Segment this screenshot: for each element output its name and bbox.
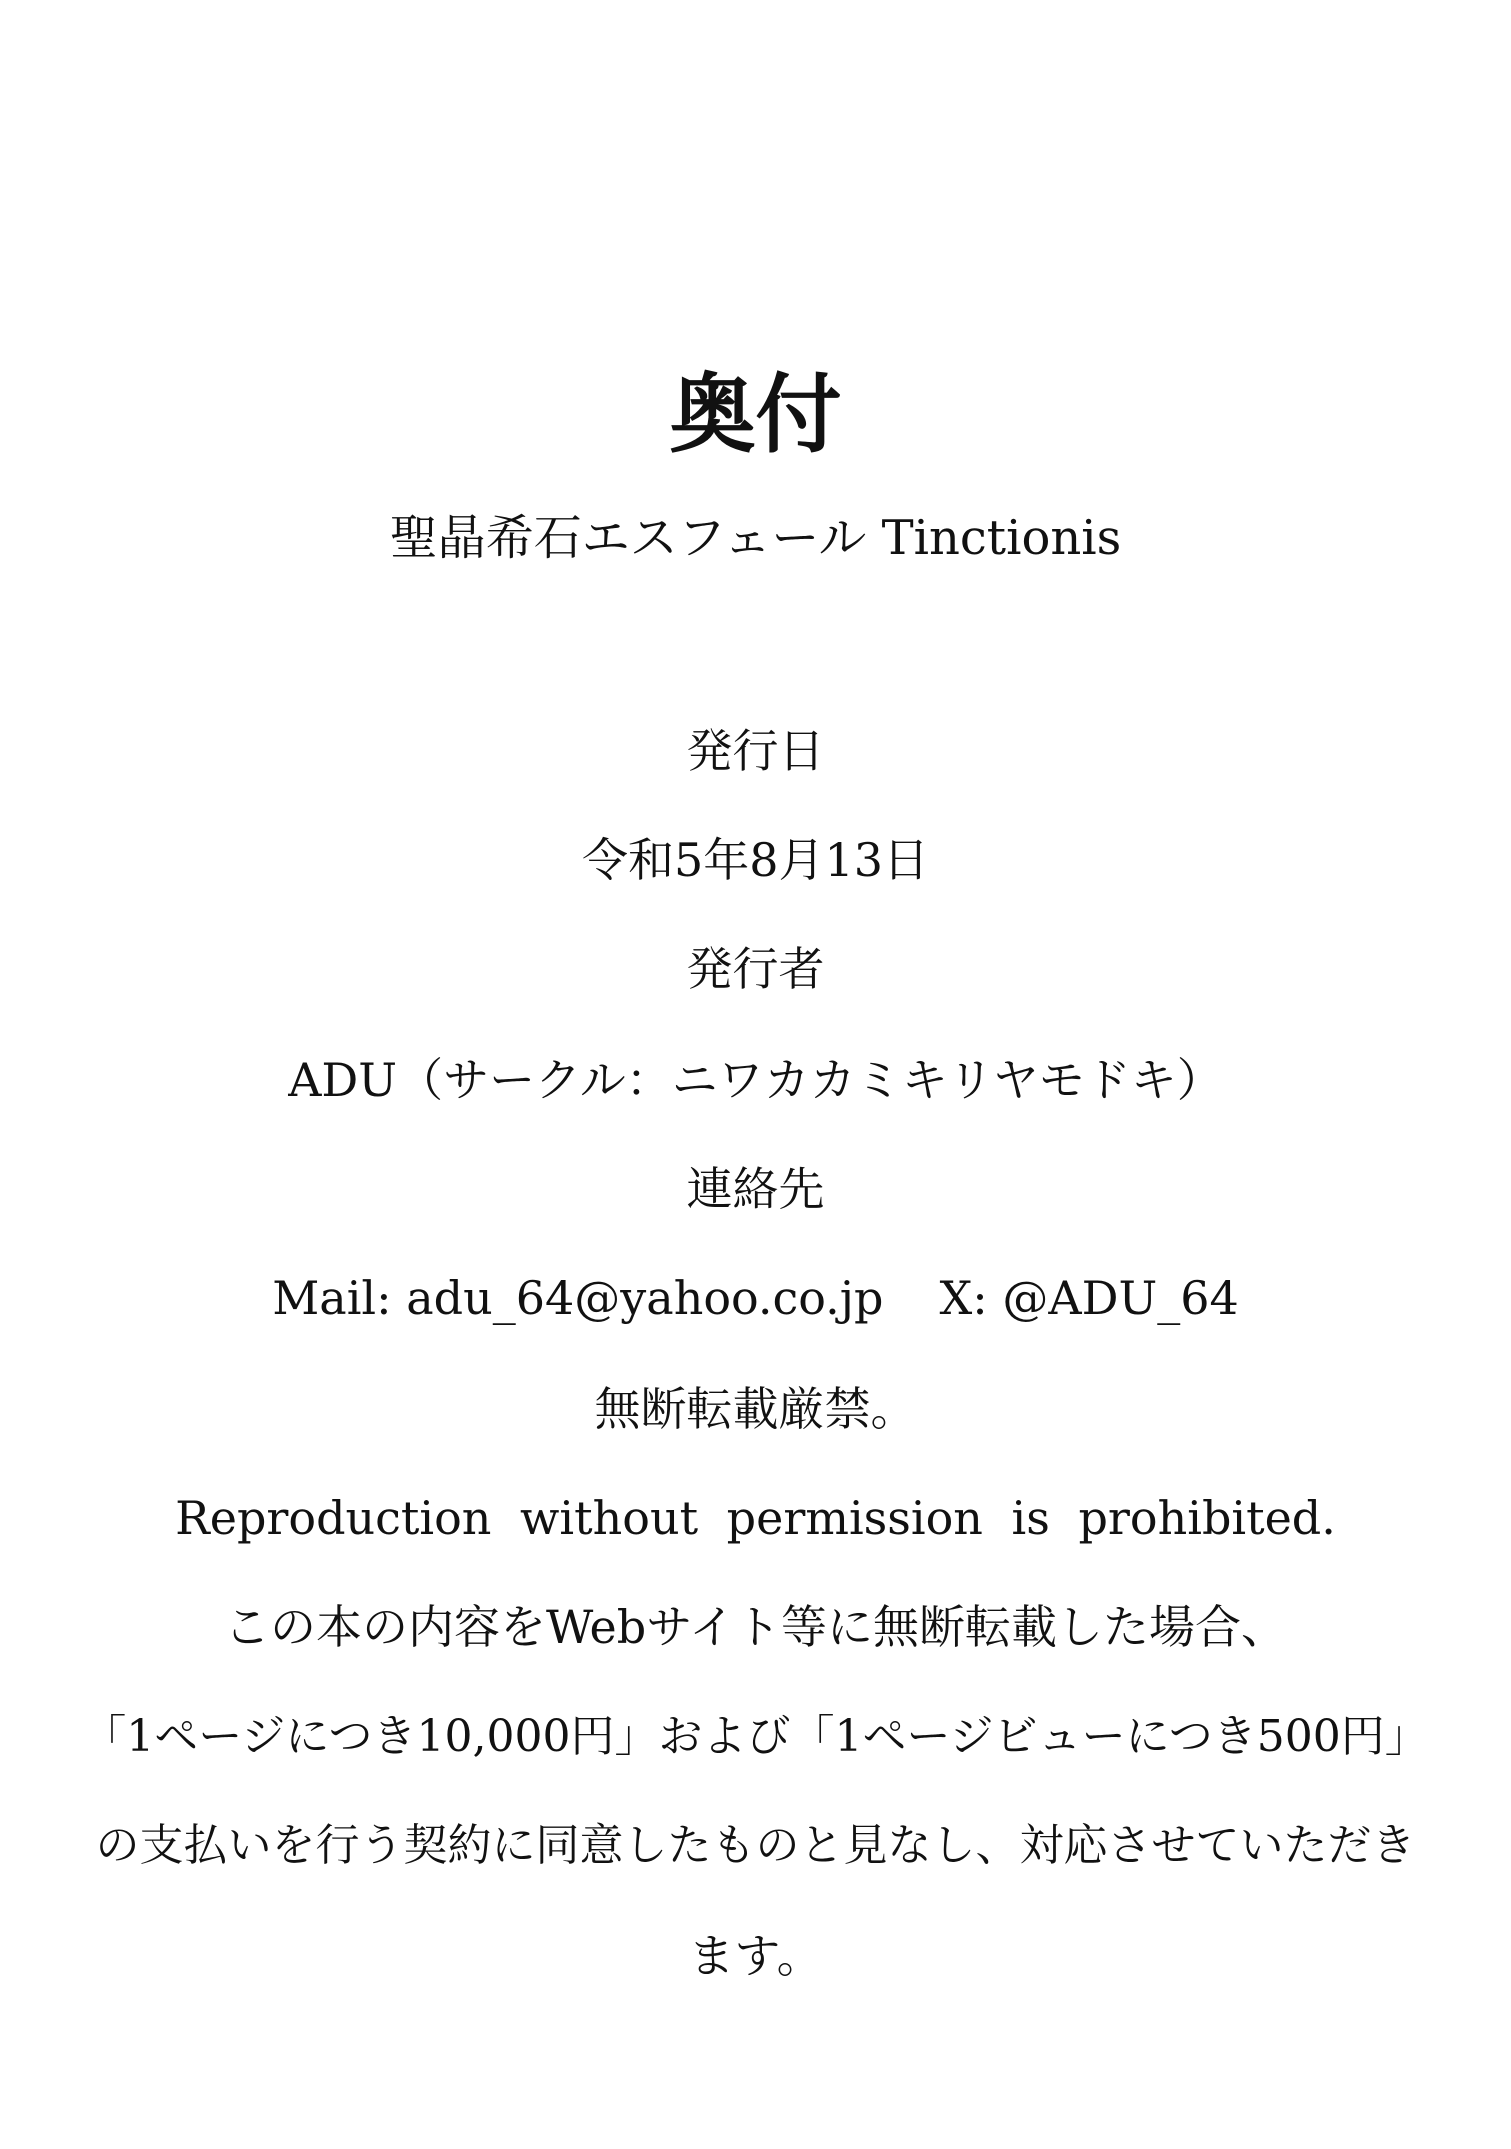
colophon-title: 奥付 [669, 364, 842, 465]
no-reprint-notice-en: Reproduction without permission is prohibited. [175, 1491, 1336, 1545]
publisher-name: ADU（サークル：ニワカカミキリヤモドキ） [288, 1053, 1223, 1107]
contact-x-handle: X: @ADU_64 [939, 1271, 1239, 1325]
notice-line-4: ます。 [688, 1929, 823, 1983]
contact-info [0, 1271, 1511, 1325]
contact-label: 連絡先 [686, 1162, 825, 1216]
no-reprint-notice-ja: 無断転載厳禁。 [594, 1382, 917, 1436]
notice-line-2: 「1ページにつき10,000円」および「1ページビューにつき500円」 [82, 1711, 1429, 1762]
notice-line-1: この本の内容をWebサイト等に無断転載した場合、 [224, 1600, 1287, 1654]
publisher-label: 発行者 [686, 942, 825, 996]
book-title: 聖晶希石エスフェール Tinctionis [389, 510, 1122, 566]
issue-date: 令和5年8月13日 [581, 833, 930, 887]
notice-line-3: の支払いを行う契約に同意したものと見なし、対応させていただき [95, 1820, 1416, 1871]
contact-mail: Mail: adu_64@yahoo.co.jp [272, 1271, 884, 1325]
issue-date-label: 発行日 [686, 724, 825, 778]
